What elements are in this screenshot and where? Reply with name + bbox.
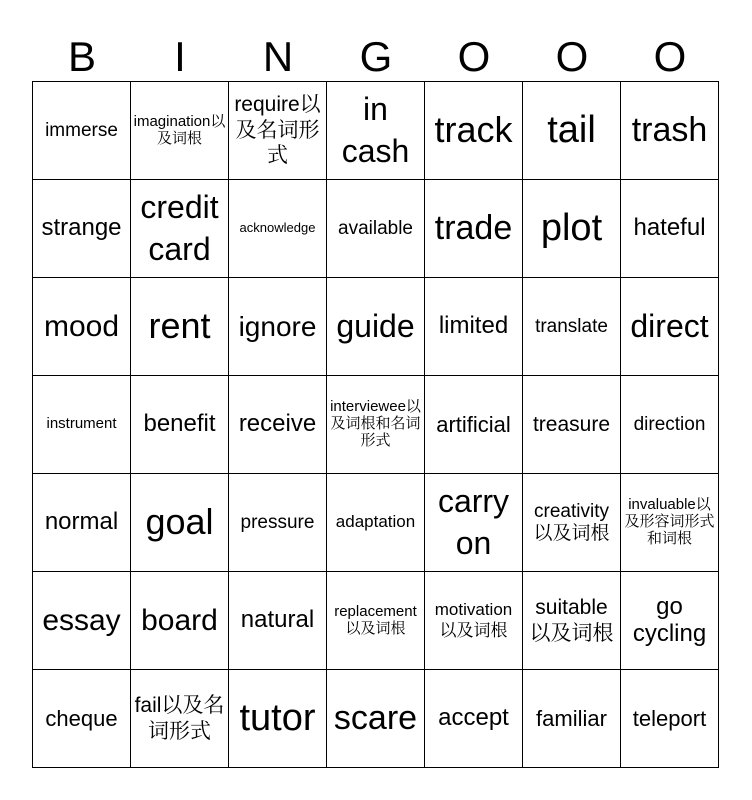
bingo-cell[interactable]: adaptation [327, 474, 425, 572]
bingo-cell[interactable]: carry on [425, 474, 523, 572]
bingo-cell[interactable]: translate [523, 278, 621, 376]
bingo-cell[interactable]: artificial [425, 376, 523, 474]
bingo-cell[interactable]: rent [131, 278, 229, 376]
bingo-header [33, 33, 719, 81]
bingo-cell[interactable]: mood [33, 278, 131, 376]
header-letter-o-1: O [457, 33, 491, 80]
bingo-cell[interactable]: go cycling [621, 572, 719, 670]
header-letter-n: N [262, 33, 294, 80]
bingo-cell[interactable]: familiar [523, 670, 621, 768]
bingo-cell[interactable]: creativity以及词根 [523, 474, 621, 572]
bingo-cell[interactable]: invaluable以及形容词形式和词根 [621, 474, 719, 572]
bingo-cell[interactable]: normal [33, 474, 131, 572]
bingo-cell[interactable]: instrument [33, 376, 131, 474]
bingo-cell[interactable]: motivation以及词根 [425, 572, 523, 670]
bingo-cell[interactable]: pressure [229, 474, 327, 572]
bingo-cell[interactable]: ignore [229, 278, 327, 376]
bingo-cell[interactable]: tutor [229, 670, 327, 768]
bingo-cell[interactable]: immerse [33, 82, 131, 180]
bingo-cell[interactable]: benefit [131, 376, 229, 474]
bingo-cell[interactable]: direct [621, 278, 719, 376]
bingo-cell[interactable]: replacement以及词根 [327, 572, 425, 670]
bingo-cell[interactable]: cheque [33, 670, 131, 768]
bingo-cell[interactable]: hateful [621, 180, 719, 278]
bingo-cell[interactable]: trade [425, 180, 523, 278]
bingo-cell[interactable]: plot [523, 180, 621, 278]
header-letter-o-2: O [555, 33, 589, 80]
header-letter-b: B [67, 33, 96, 80]
header-letter-o-3: O [653, 33, 687, 80]
bingo-cell[interactable]: guide [327, 278, 425, 376]
bingo-cell[interactable]: limited [425, 278, 523, 376]
bingo-cell[interactable]: imagination以及词根 [131, 82, 229, 180]
header-letter-i: I [174, 33, 186, 80]
header-letter-g: G [359, 33, 393, 80]
bingo-cell[interactable]: teleport [621, 670, 719, 768]
bingo-cell[interactable]: treasure [523, 376, 621, 474]
bingo-cell[interactable]: fail以及名词形式 [131, 670, 229, 768]
bingo-cell[interactable]: track [425, 82, 523, 180]
bingo-cell[interactable]: strange [33, 180, 131, 278]
bingo-cell[interactable]: receive [229, 376, 327, 474]
bingo-cell[interactable]: board [131, 572, 229, 670]
bingo-card-grid [32, 81, 719, 768]
bingo-cell[interactable]: acknowledge [229, 180, 327, 278]
bingo-cell[interactable]: interviewee以及词根和名词形式 [327, 376, 425, 474]
bingo-cell[interactable]: in cash [327, 82, 425, 180]
bingo-cell[interactable]: accept [425, 670, 523, 768]
bingo-cell[interactable]: direction [621, 376, 719, 474]
bingo-cell[interactable]: suitable以及词根 [523, 572, 621, 670]
bingo-cell[interactable]: require以及名词形式 [229, 82, 327, 180]
bingo-cell[interactable]: natural [229, 572, 327, 670]
bingo-cell[interactable]: essay [33, 572, 131, 670]
bingo-cell[interactable]: trash [621, 82, 719, 180]
bingo-cell[interactable]: goal [131, 474, 229, 572]
bingo-cell[interactable]: scare [327, 670, 425, 768]
bingo-cell[interactable]: tail [523, 82, 621, 180]
bingo-cell[interactable]: available [327, 180, 425, 278]
bingo-cell[interactable]: credit card [131, 180, 229, 278]
